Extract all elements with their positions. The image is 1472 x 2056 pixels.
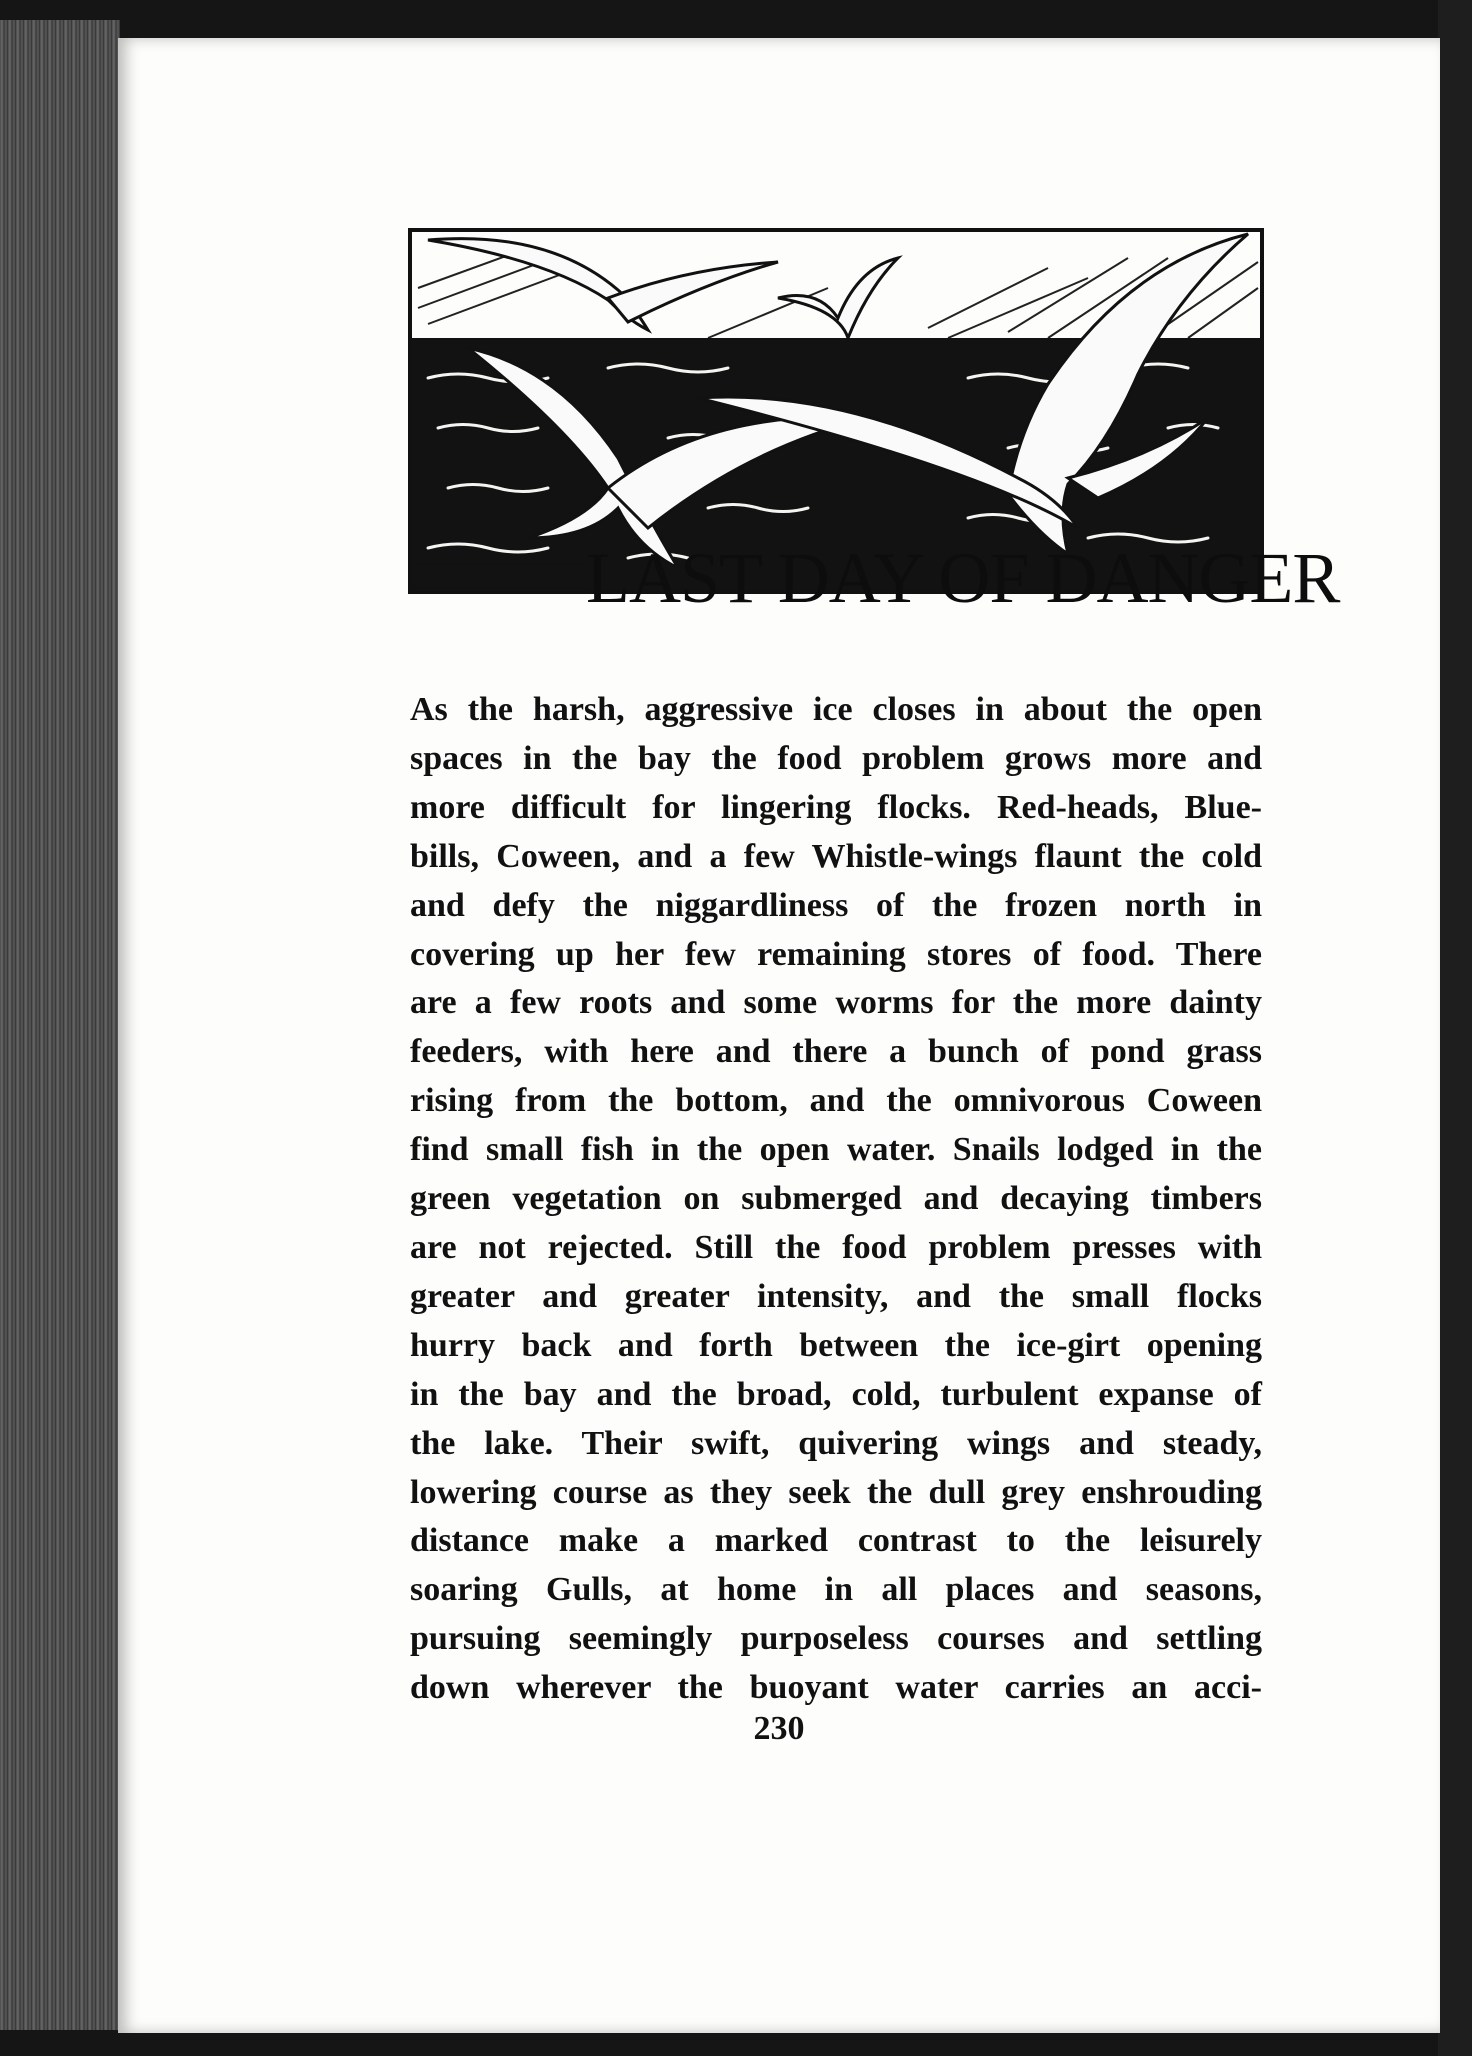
text-line: distance make a marked contrast to the leisurely — [410, 1522, 1262, 1560]
book-right-edge — [1438, 0, 1472, 2056]
text-line: down wherever the buoyant water carries an acci- — [410, 1669, 1262, 1707]
text-line: bills, Coween, and a few Whistle-wings flaunt the cold — [410, 837, 1262, 875]
text-line: in the bay and the broad, cold, turbulent expanse of — [410, 1375, 1262, 1413]
text-line: rising from the bottom, and the omnivorous Coween — [410, 1082, 1262, 1120]
text-line: more difficult for lingering flocks. Red-heads, Blue- — [410, 788, 1262, 826]
text-line: As the harsh, aggressive ice closes in about the open — [410, 691, 1262, 728]
text-line: lowering course as they seek the dull grey enshrouding — [410, 1473, 1262, 1511]
text-line: are not rejected. Still the food problem presses with — [410, 1228, 1262, 1266]
text-line: greater and greater intensity, and the small flocks — [410, 1277, 1262, 1315]
body-text — [410, 686, 1262, 1746]
text-line: feeders, with here and there a bunch of pond grass — [410, 1033, 1262, 1071]
text-line: the lake. Their swift, quivering wings and steady, — [410, 1424, 1262, 1462]
text-line: covering up her few remaining stores of food. There — [410, 935, 1262, 973]
text-line: hurry back and forth between the ice-girt opening — [410, 1326, 1262, 1364]
text-line: and defy the niggardliness of the frozen north in — [410, 886, 1262, 924]
text-line: soaring Gulls, at home in all places and seasons, — [410, 1571, 1262, 1609]
chapter-title: LAST DAY OF DANGER — [586, 538, 1340, 618]
text-line: spaces in the bay the food problem grows more and — [410, 739, 1262, 777]
book-page-edges — [0, 20, 120, 2030]
text-line: find small fish in the open water. Snails lodged in the — [410, 1131, 1262, 1169]
page-number: 230 — [753, 1710, 805, 1747]
text-line: green vegetation on submerged and decaying timbers — [410, 1180, 1262, 1218]
text-line: are a few roots and some worms for the more dainty — [410, 984, 1262, 1022]
book-page — [118, 38, 1440, 2033]
text-line: pursuing seemingly purposeless courses and settling — [410, 1620, 1262, 1658]
